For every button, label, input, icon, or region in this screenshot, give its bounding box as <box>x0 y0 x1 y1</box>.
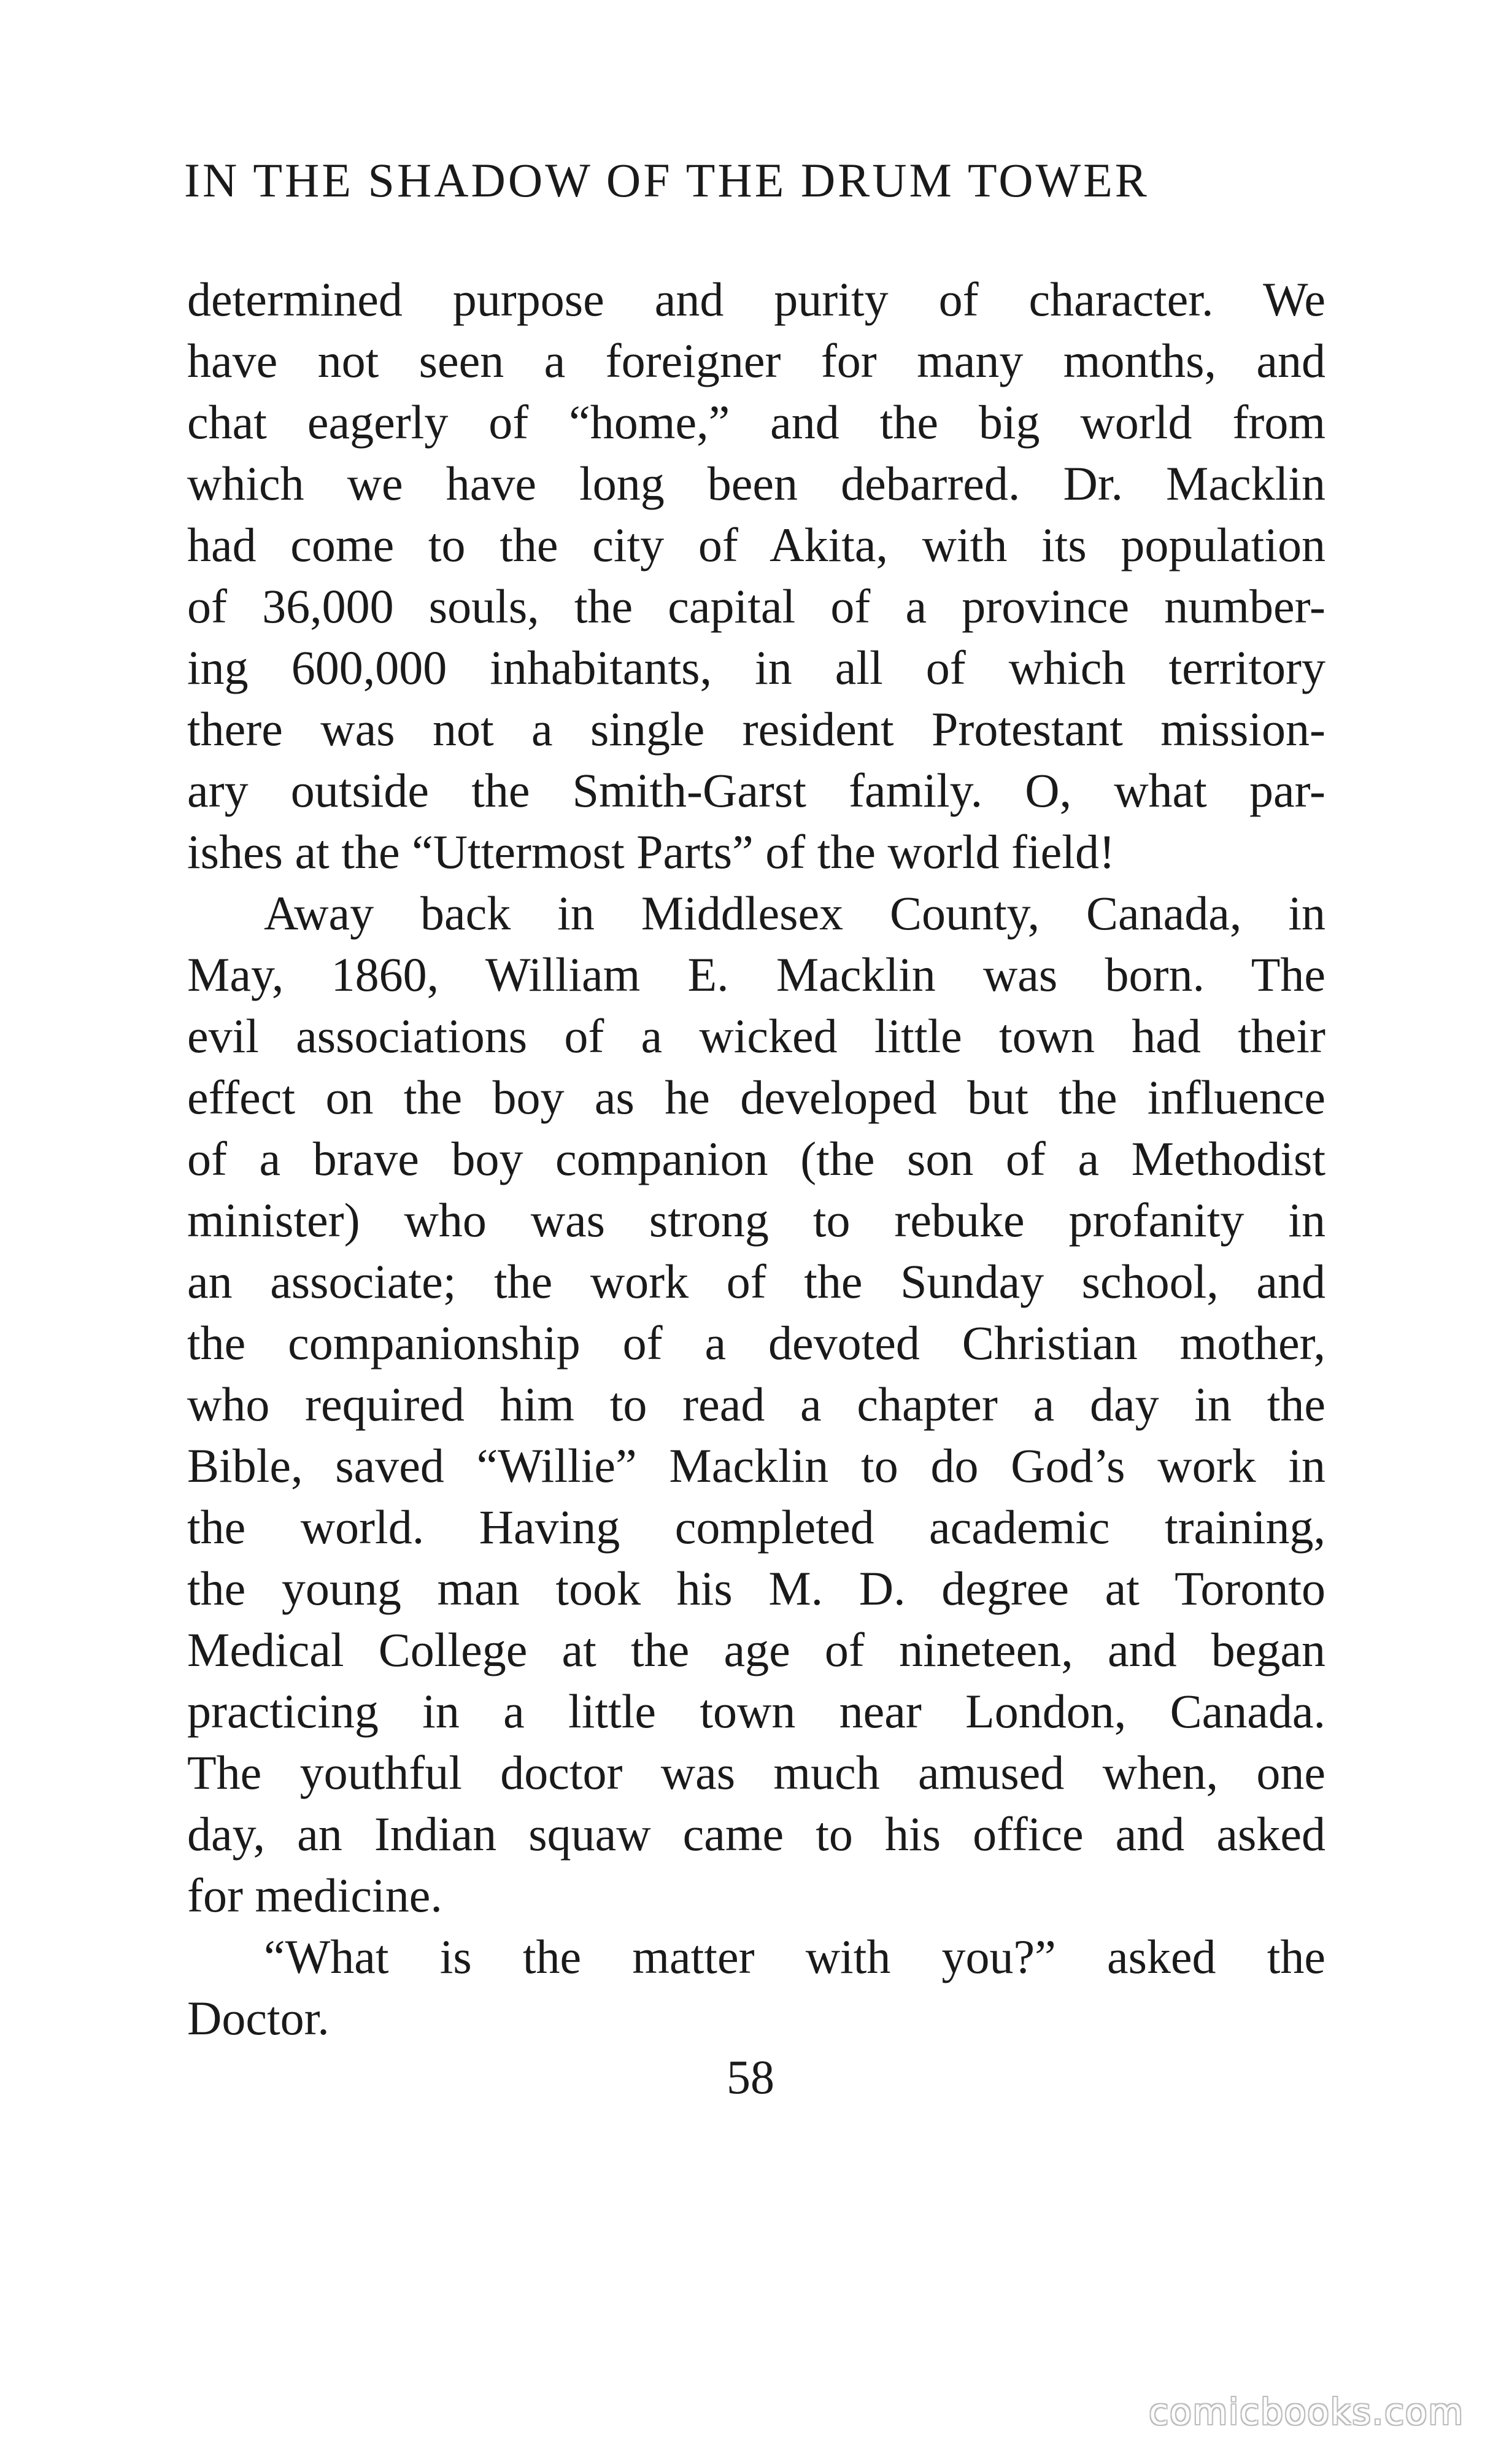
paragraph <box>187 883 1325 1926</box>
text-line: an associate; the work of the Sunday school, and <box>187 1255 1325 1308</box>
text-line: ishes at the “Uttermost Parts” of the world field! <box>187 825 1115 878</box>
text-line: of a brave boy companion (the son of a Methodist <box>187 1132 1325 1185</box>
text-line: which we have long been debarred. Dr. Macklin <box>187 457 1325 510</box>
text-line: evil associations of a wicked little town had their <box>187 1009 1325 1063</box>
text-line: Away back in Middlesex County, Canada, in <box>264 886 1325 940</box>
text-line: Doctor. <box>187 1991 330 2045</box>
text-line: Medical College at the age of nineteen, and began <box>187 1623 1325 1676</box>
text-line: who required him to read a chapter a day in the <box>187 1377 1325 1431</box>
text-line: the young man took his M. D. degree at Toronto <box>187 1562 1325 1615</box>
text-line: effect on the boy as he developed but the influence <box>187 1071 1325 1124</box>
text-line: chat eagerly of “home,” and the big world from <box>187 395 1325 449</box>
text-line: the world. Having completed academic training, <box>187 1500 1325 1554</box>
text-line: The youthful doctor was much amused when, one <box>187 1746 1325 1799</box>
text-line: for medicine. <box>187 1869 442 1922</box>
text-line: “What is the matter with you?” asked the <box>264 1930 1325 1983</box>
text-line: ing 600,000 inhabitants, in all of which territory <box>187 641 1325 694</box>
text-line: determined purpose and purity of character. We <box>187 273 1325 326</box>
text-line: the companionship of a devoted Christian mother, <box>187 1316 1325 1370</box>
paragraph <box>187 1926 1325 2049</box>
text-line: ary outside the Smith-Garst family. O, what par- <box>187 764 1325 817</box>
watermark-logo: comicbooks.com <box>1149 2391 1464 2433</box>
text-line: Bible, saved “Willie” Macklin to do God’s work in <box>187 1439 1325 1492</box>
text-line: minister) who was strong to rebuke profanity in <box>187 1193 1325 1247</box>
text-line: have not seen a foreigner for many months, and <box>187 334 1325 387</box>
paragraph <box>187 269 1325 883</box>
text-line: practicing in a little town near London, Canada. <box>187 1684 1325 1738</box>
page-number: 58 <box>727 2050 774 2104</box>
text-line: day, an Indian squaw came to his office and asked <box>187 1807 1325 1861</box>
text-line: had come to the city of Akita, with its population <box>187 518 1325 571</box>
body-text <box>187 269 1325 2049</box>
running-head: IN THE SHADOW OF THE DRUM TOWER <box>184 153 1149 207</box>
text-line: May, 1860, William E. Macklin was born. The <box>187 948 1325 1001</box>
text-line: there was not a single resident Protestant mission- <box>187 702 1325 756</box>
text-line: of 36,000 souls, the capital of a province number- <box>187 579 1325 633</box>
